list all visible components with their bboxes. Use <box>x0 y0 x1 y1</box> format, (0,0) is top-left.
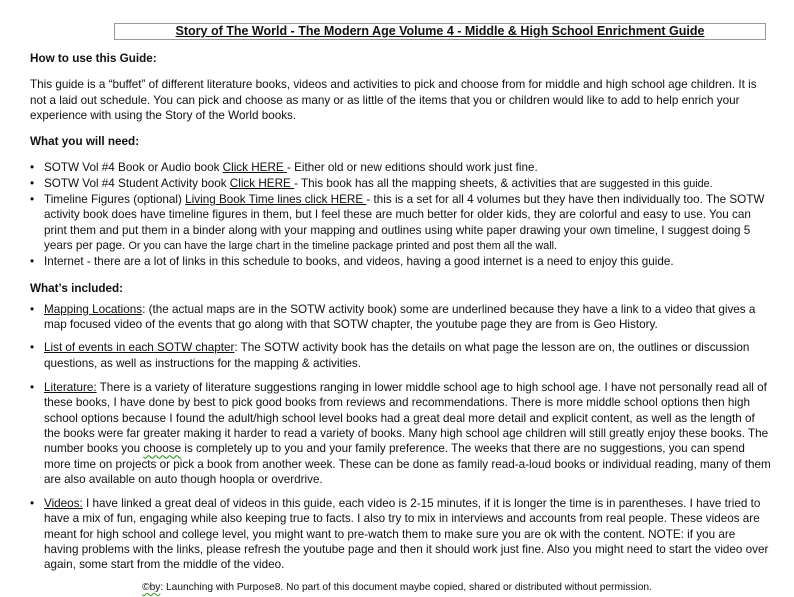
spellcheck-word: choose <box>143 442 182 456</box>
whats-included-heading: What’s included: <box>30 281 124 295</box>
need-item-internet: • Internet - there are a lot of links in this schedule to books, and videos, having a good internet is a need to enjoy this guide. <box>30 254 772 269</box>
events-list-label: List of events in each SOTW chapter <box>44 341 235 355</box>
document-body <box>30 51 772 573</box>
included-list <box>30 302 772 573</box>
need-item-book: • SOTW Vol #4 Book or Audio book Click HERE - Either old or new editions should work just fine. <box>30 160 772 175</box>
copyright-prefix: ©by <box>142 582 161 593</box>
included-item-events: • List of events in each SOTW chapter: The SOTW activity book has the details on what page the lesson are on, the outlines or discussion questions, as well as instructions for the mapping & activities. <box>30 340 772 371</box>
document-title-text: Story of The World - The Modern Age Volume 4 - Middle & High School Enrichment Guide <box>175 24 705 38</box>
how-to-heading: How to use this Guide: <box>30 52 157 65</box>
timeline-link[interactable]: Living Book Time lines click HERE <box>185 193 367 207</box>
sotw-book-link[interactable]: Click HERE <box>222 161 287 175</box>
need-item-activity-book: • SOTW Vol #4 Student Activity book Click HERE - This book has all the mapping sheets, & activities that are suggested in this guide. <box>30 176 772 192</box>
document-title <box>114 23 766 40</box>
copyright-footer <box>0 581 794 594</box>
included-item-literature: • Literature: There is a variety of literature suggestions ranging in lower middle school age to high school age. I have not personally read all of these books, I have done by best to pick good books from reviews and recommendations. There is more middle school options then high school options because I found the adult/high school level books had a great deal more detail and explicit content, as well as the length of the books were far greater making it harder to read a variety of books. Many high school age children will still greatly enjoy these books. The number books you choose is completely up to you and your family preference. The weeks that there are no suggestions, you can spend more time on projects or pick a book from another week. These can be done as family read-a-loud books or individual reading, many of them are also available on auto though hoopla or overdrive. <box>30 380 772 487</box>
need-item-timeline: • Timeline Figures (optional) Living Book Time lines click HERE - this is a set for all 4 volumes but they have then individually too. The SOTW activity book does have timeline figures in them, but I feel these are much better for older kids, they are colorful and easy to use. You can print them and put them in a binder along with your mapping and outlines using white paper drawing your own timeline, I suggest doing 5 years per page. Or you can have the large chart in the timeline package printed and post them all the wall. <box>30 192 772 254</box>
copyright-text: : Launching with Purpose8. No part of this document maybe copied, shared or distributed without permission. <box>160 582 652 593</box>
literature-label: Literature: <box>44 381 97 395</box>
included-item-videos: • Videos: I have linked a great deal of videos in this guide, each video is 2-15 minutes, if it is longer the time is in parentheses. I have tried to have a mix of fun, engaging while also keeping true to facts. I also try to mix in interviews and accounts from real people. These videos are meant for high school and college level, you might want to pre-watch them to make sure you are ok with the content. NOTE: if you are having problems with the links, please refresh the youtube page and then it should work just fine. Also you might need to start the video over again, some start from the middle of the video. <box>30 496 772 572</box>
videos-label: Videos: <box>44 497 83 511</box>
what-you-need-heading: What you will need: <box>30 135 140 149</box>
need-list <box>30 160 772 269</box>
included-item-mapping: • Mapping Locations: (the actual maps are in the SOTW activity book) some are underlined because they have a link to a video that gives a map focused video of the events that go along with that SOTW chapter, the youtube page they are from is Geo History. <box>30 302 772 333</box>
how-to-paragraph: This guide is a “buffet” of different literature books, videos and activities to pick and choose from for middle and high school age children. It is not a laid out schedule. You can pick and choose as many or as little of the items that you or children would like to add to help enrich your experience with using the Story of the World books. <box>30 78 757 122</box>
activity-book-link[interactable]: Click HERE <box>229 176 295 190</box>
mapping-locations-label: Mapping Locations <box>44 302 143 316</box>
